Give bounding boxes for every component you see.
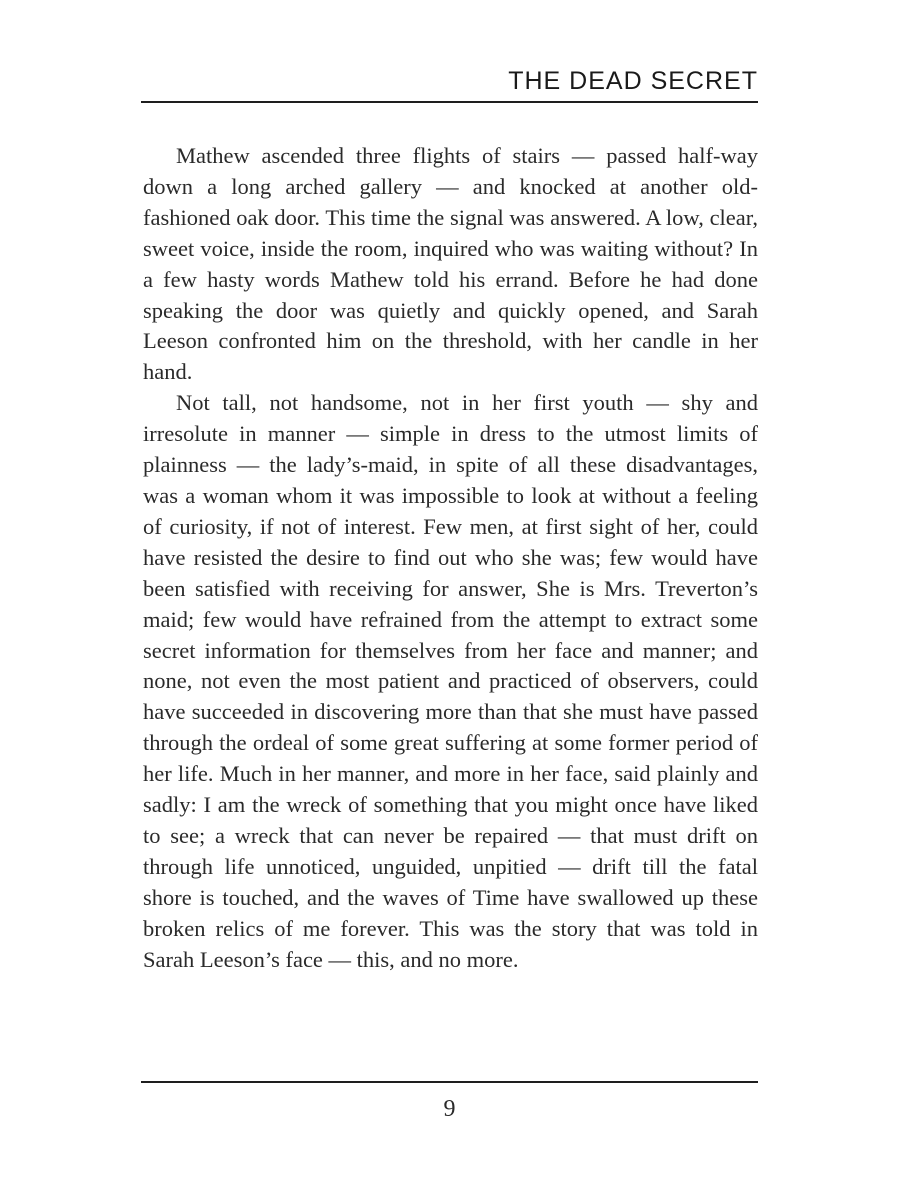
running-head-title: THE DEAD SECRET — [508, 67, 758, 95]
header-rule — [141, 101, 758, 103]
footer-rule — [141, 1081, 758, 1083]
page-number: 9 — [443, 1096, 456, 1122]
paragraph-1: Mathew ascended three flights of stairs — passed half-way down a long arched gallery — and knocked at another old-fashioned oak door. This time the signal was answered. A low, clear, sweet voice, inside the room, inquired who was waiting without? In a few hasty words Mathew told his errand. Before he had done speaking the door was quietly and quickly opened, and Sarah Leeson confronted him on the threshold, with her candle in her hand. — [143, 143, 758, 385]
body-text — [143, 141, 758, 975]
paragraph-2: Not tall, not handsome, not in her first youth — shy and irresolute in manner — simple in dress to the utmost limits of plainness — the lady’s-maid, in spite of all these disadvantages, was a woman whom it was impossible to look at without a feeling of curiosity, if not of interest. Few men, at first sight of her, could have resisted the desire to find out who she was; few would have been satisfied with receiving for answer, She is Mrs. Treverton’s maid; few would have refrained from the attempt to extract some secret information for themselves from her face and manner; and none, not even the most patient and practiced of observers, could have succeeded in discovering more than that she must have passed through the ordeal of some great suffering at some former period of her life. Much in her manner, and more in her face, said plainly and sadly: I am the wreck of something that you might once have liked to see; a wreck that can never be repaired — that must drift on through life unnoticed, unguided, unpitied — drift till the fatal shore is touched, and the waves of Time have swallowed up these broken relics of me forever. This was the story that was told in Sarah Leeson’s face — this, and no more. — [143, 390, 758, 972]
